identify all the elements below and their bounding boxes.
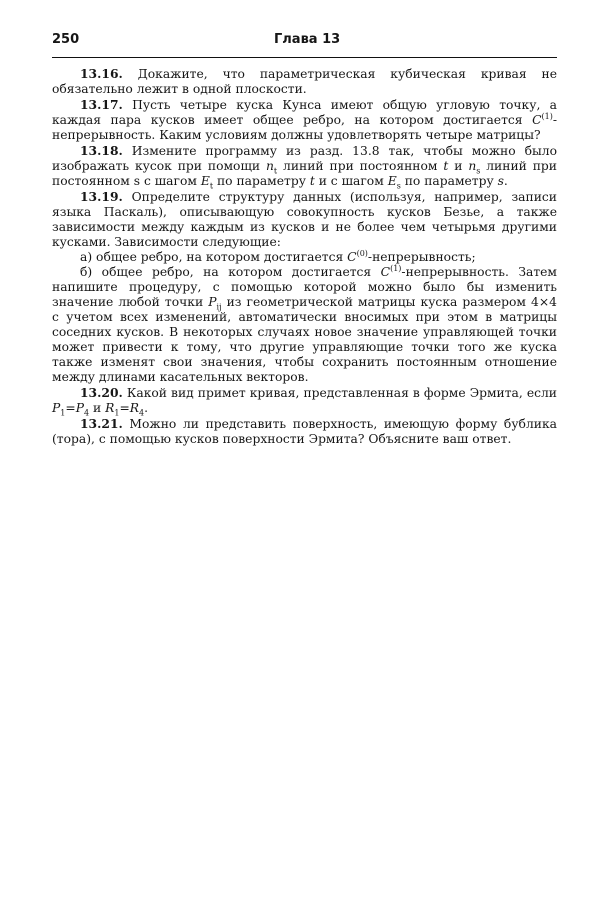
math-subscript: 1 [60, 408, 66, 418]
problem-13-21 [52, 416, 557, 447]
problem-text: и [89, 401, 106, 415]
math-subscript: 4 [83, 408, 90, 418]
math-symbol: P [75, 401, 84, 415]
math-subscript: s [476, 166, 481, 176]
problem-13-16 [52, 66, 557, 97]
problem-text: -непрерывность; [367, 250, 476, 264]
problem-number: 13.17. [80, 97, 123, 112]
problem-text: и [448, 159, 469, 173]
math-symbol: C [532, 113, 542, 127]
math-superscript: (0) [356, 248, 368, 258]
math-symbol: C [347, 250, 357, 264]
problem-13-19-item-b [52, 265, 557, 385]
problem-text: и с шагом [314, 174, 388, 188]
page-number: 250 [52, 32, 80, 47]
math-symbol: E [387, 174, 397, 188]
problem-number: 13.16. [80, 66, 123, 81]
math-superscript: (1) [390, 263, 402, 273]
math-superscript: (1) [541, 111, 553, 121]
math-subscript: 4 [139, 408, 145, 418]
problem-13-19 [52, 189, 557, 250]
problem-text: Можно ли представить поверхность, имеющую форму бублика (тора), с помощью кусков поверхности Эрмита? Объясните ваш ответ. [52, 417, 557, 446]
math-symbol: t [309, 174, 315, 188]
item-label: а) [80, 250, 93, 264]
header-rule [52, 57, 557, 58]
math-symbol: R [129, 401, 140, 415]
problem-13-18 [52, 143, 557, 189]
problem-text: . [144, 401, 149, 415]
page-header [52, 30, 557, 52]
problem-text: Какой вид примет кривая, представленная в форме Эрмита, если [126, 386, 557, 400]
problem-text: . [503, 174, 508, 188]
exercises-text [52, 66, 557, 447]
problem-text: по параметру [400, 174, 498, 188]
math-symbol: n [468, 159, 477, 173]
item-label: б) [80, 265, 93, 279]
math-subscript: t [209, 181, 214, 191]
math-symbol: P [208, 295, 217, 309]
problem-text: общее ребро, на котором достигается [92, 250, 348, 264]
problem-13-19-item-a [52, 250, 557, 265]
problem-number: 13.20. [80, 385, 123, 400]
math-subscript: ij [216, 302, 222, 312]
math-symbol: R [105, 401, 115, 415]
problem-text: линий при постоянном [277, 159, 444, 173]
math-symbol: n [265, 159, 274, 173]
math-symbol: P [52, 401, 61, 415]
math-subscript: 1 [114, 408, 120, 418]
math-operator: = [65, 401, 76, 415]
problem-13-17 [52, 97, 557, 143]
math-symbol: s [497, 174, 504, 188]
problem-text: Докажите, что параметрическая кубическая кривая не обязательно лежит в одной плоскости. [52, 67, 557, 96]
math-symbol: E [200, 174, 210, 188]
math-subscript: t [273, 166, 278, 176]
problem-text: линий при постоянном s с шагом [52, 159, 557, 188]
math-symbol: t [443, 159, 449, 173]
problem-text: Определите структуру данных (используя, например, записи языка Паскаль), описывающую совокупность кусков Безье, а также зависимости между каждым из кусков и не более чем четырьмя другими кусками. Зависимости следующие: [52, 190, 557, 249]
problem-13-20 [52, 385, 557, 416]
math-operator: = [119, 401, 130, 415]
problem-text: Измените программу из разд. 13.8 так, чтобы можно было изображать кусок при помощи [52, 144, 557, 173]
problem-text: по параметру [213, 174, 310, 188]
math-subscript: s [396, 181, 401, 191]
problem-text: из геометрической матрицы куска размером 4×4 с учетом всех изменений, автоматически вносимых при этом в матрицы соседних кусков. В некоторых случаях новое значение управляющей точки может привести к тому, что другие управляющие точки того же куска также изменят свои значения, чтобы сохранить постоянным отношение между длинами касательных векторов. [52, 295, 557, 384]
problem-text: Пусть четыре куска Кунса имеют общую угловую точку, а каждая пара кусков имеет общее ребро, на котором достигается [52, 98, 557, 127]
problem-number: 13.21. [80, 416, 123, 431]
math-symbol: C [380, 265, 391, 279]
problem-text: -непрерывность. Каким условиям должны удовлетворять четыре матрицы? [52, 113, 557, 142]
problem-number: 13.19. [80, 189, 123, 204]
problem-text: -непрерывность. Затем напишите процедуру, с помощью которой можно было бы изменить значение любой точки [52, 265, 557, 309]
problem-text: общее ребро, на котором достигается [92, 265, 381, 279]
problem-number: 13.18. [80, 143, 123, 158]
running-head: Глава 13 [274, 32, 341, 47]
